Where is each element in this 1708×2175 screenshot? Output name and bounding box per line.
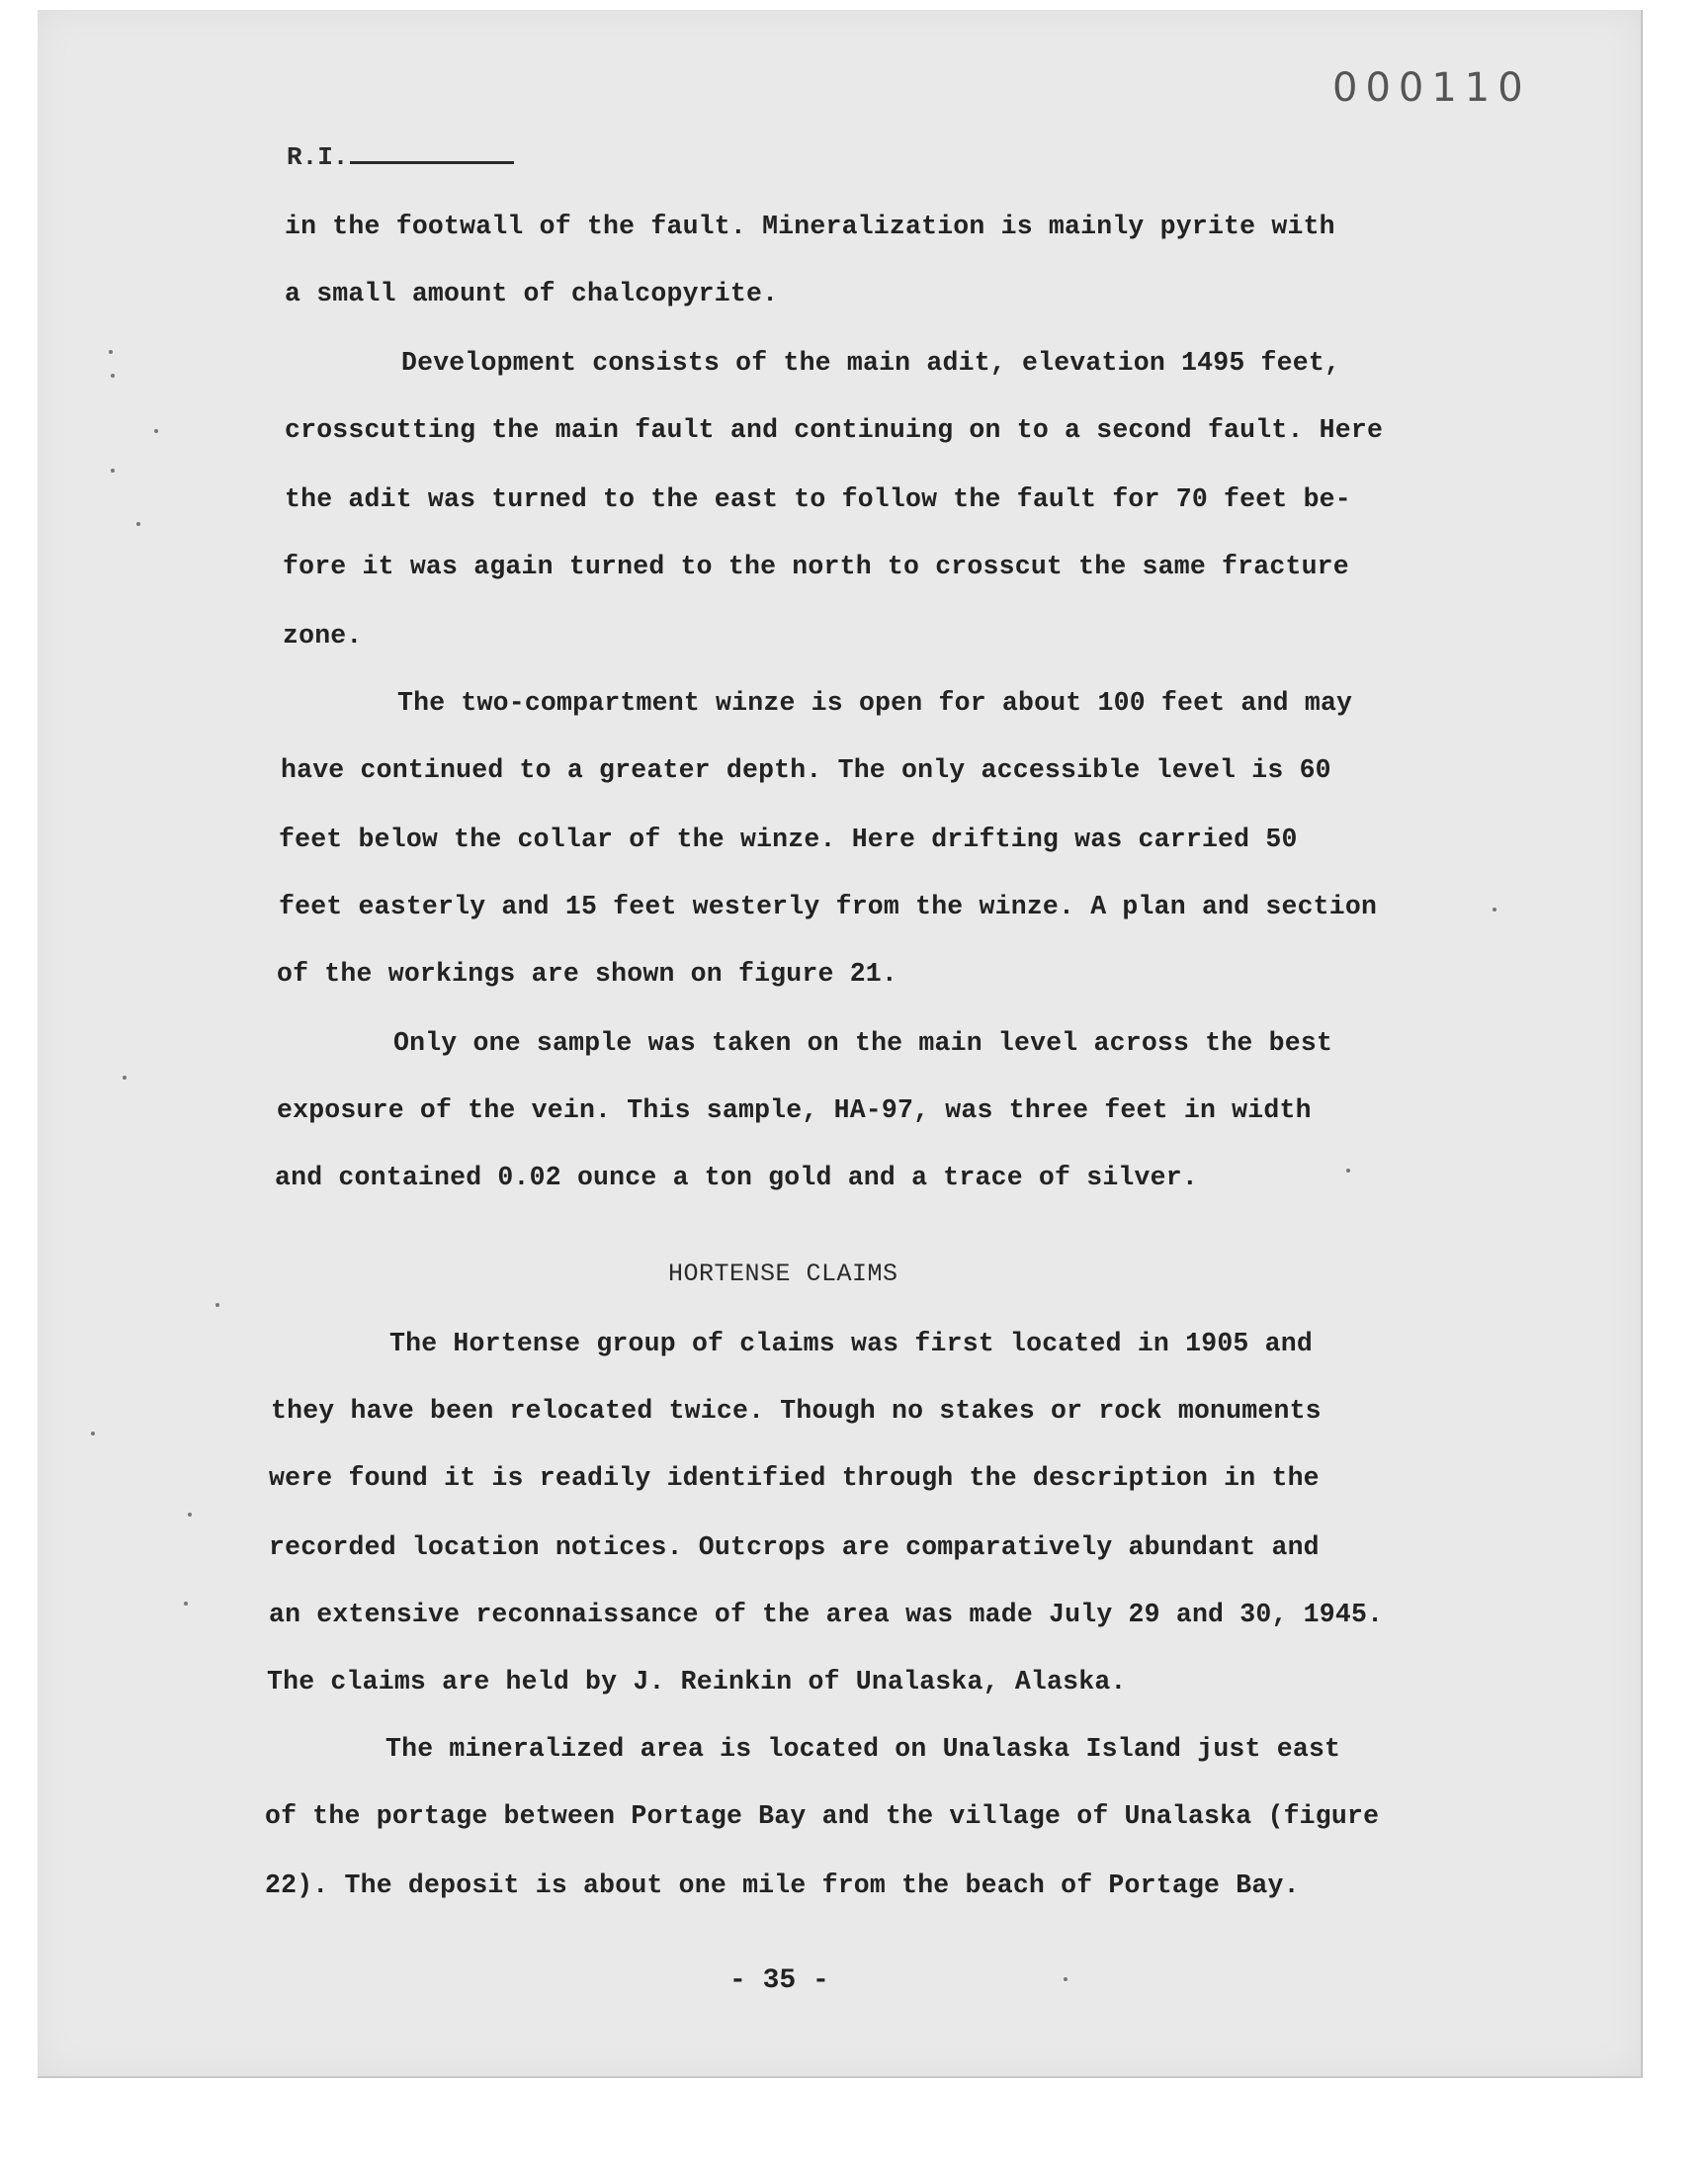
text-line: crosscutting the main fault and continuing on to a second fault. Here	[285, 415, 1384, 445]
document-number: 000110	[1332, 65, 1531, 111]
text-line: 22). The deposit is about one mile from the beach of Portage Bay.	[265, 1870, 1300, 1900]
text-line: an extensive reconnaissance of the area was made July 29 and 30, 1945.	[269, 1600, 1384, 1629]
text-line: exposure of the vein. This sample, HA-97, was three feet in width	[277, 1095, 1312, 1125]
text-line: The Hortense group of claims was first located in 1905 and	[389, 1329, 1313, 1358]
text-line: The claims are held by J. Reinkin of Unalaska, Alaska.	[267, 1667, 1127, 1696]
scan-speck	[136, 522, 140, 526]
text-line: in the footwall of the fault. Mineralization is mainly pyrite with	[285, 212, 1335, 241]
text-line: recorded location notices. Outcrops are comparatively abundant and	[269, 1532, 1320, 1562]
text-line: of the workings are shown on figure 21.	[277, 959, 898, 989]
scan-speck	[109, 350, 113, 354]
scan-speck	[111, 374, 115, 378]
section-heading: HORTENSE CLAIMS	[668, 1260, 898, 1288]
text-line: were found it is readily identified through the description in the	[269, 1463, 1320, 1493]
text-line: the adit was turned to the east to follow the fault for 70 feet be-	[285, 484, 1351, 514]
ri-label-text: R.I.	[287, 142, 349, 172]
text-line: feet below the collar of the winze. Here drifting was carried 50	[279, 825, 1298, 854]
text-line: fore it was again turned to the north to crosscut the same fracture	[283, 552, 1349, 581]
scan-speck	[188, 1513, 192, 1517]
text-line: they have been relocated twice. Though no stakes or rock monuments	[271, 1396, 1322, 1426]
scan-speck	[1064, 1977, 1068, 1981]
scan-speck	[215, 1303, 219, 1307]
scan-speck	[184, 1602, 188, 1606]
text-line: Only one sample was taken on the main level across the best	[393, 1028, 1333, 1058]
scan-speck	[123, 1076, 127, 1080]
scan-speck	[111, 469, 115, 473]
text-line: The two-compartment winze is open for about 100 feet and may	[397, 688, 1353, 718]
text-line: Development consists of the main adit, elevation 1495 feet,	[401, 348, 1341, 378]
ri-label	[287, 142, 514, 172]
text-line: of the portage between Portage Bay and the village of Unalaska (figure	[265, 1801, 1380, 1831]
text-line: feet easterly and 15 feet westerly from the winze. A plan and section	[279, 892, 1378, 921]
scan-speck	[154, 429, 158, 433]
ri-blank-line	[350, 161, 514, 164]
text-line: and contained 0.02 ounce a ton gold and a trace of silver.	[275, 1163, 1198, 1192]
page-number: - 35 -	[729, 1965, 829, 1996]
scan-speck	[91, 1432, 95, 1436]
text-line: a small amount of chalcopyrite.	[285, 279, 779, 308]
text-line: have continued to a greater depth. The only accessible level is 60	[281, 755, 1331, 785]
scan-speck	[1346, 1169, 1350, 1173]
scan-speck	[1493, 908, 1496, 912]
text-line: zone.	[283, 621, 363, 651]
text-line: The mineralized area is located on Unalaska Island just east	[385, 1734, 1341, 1764]
